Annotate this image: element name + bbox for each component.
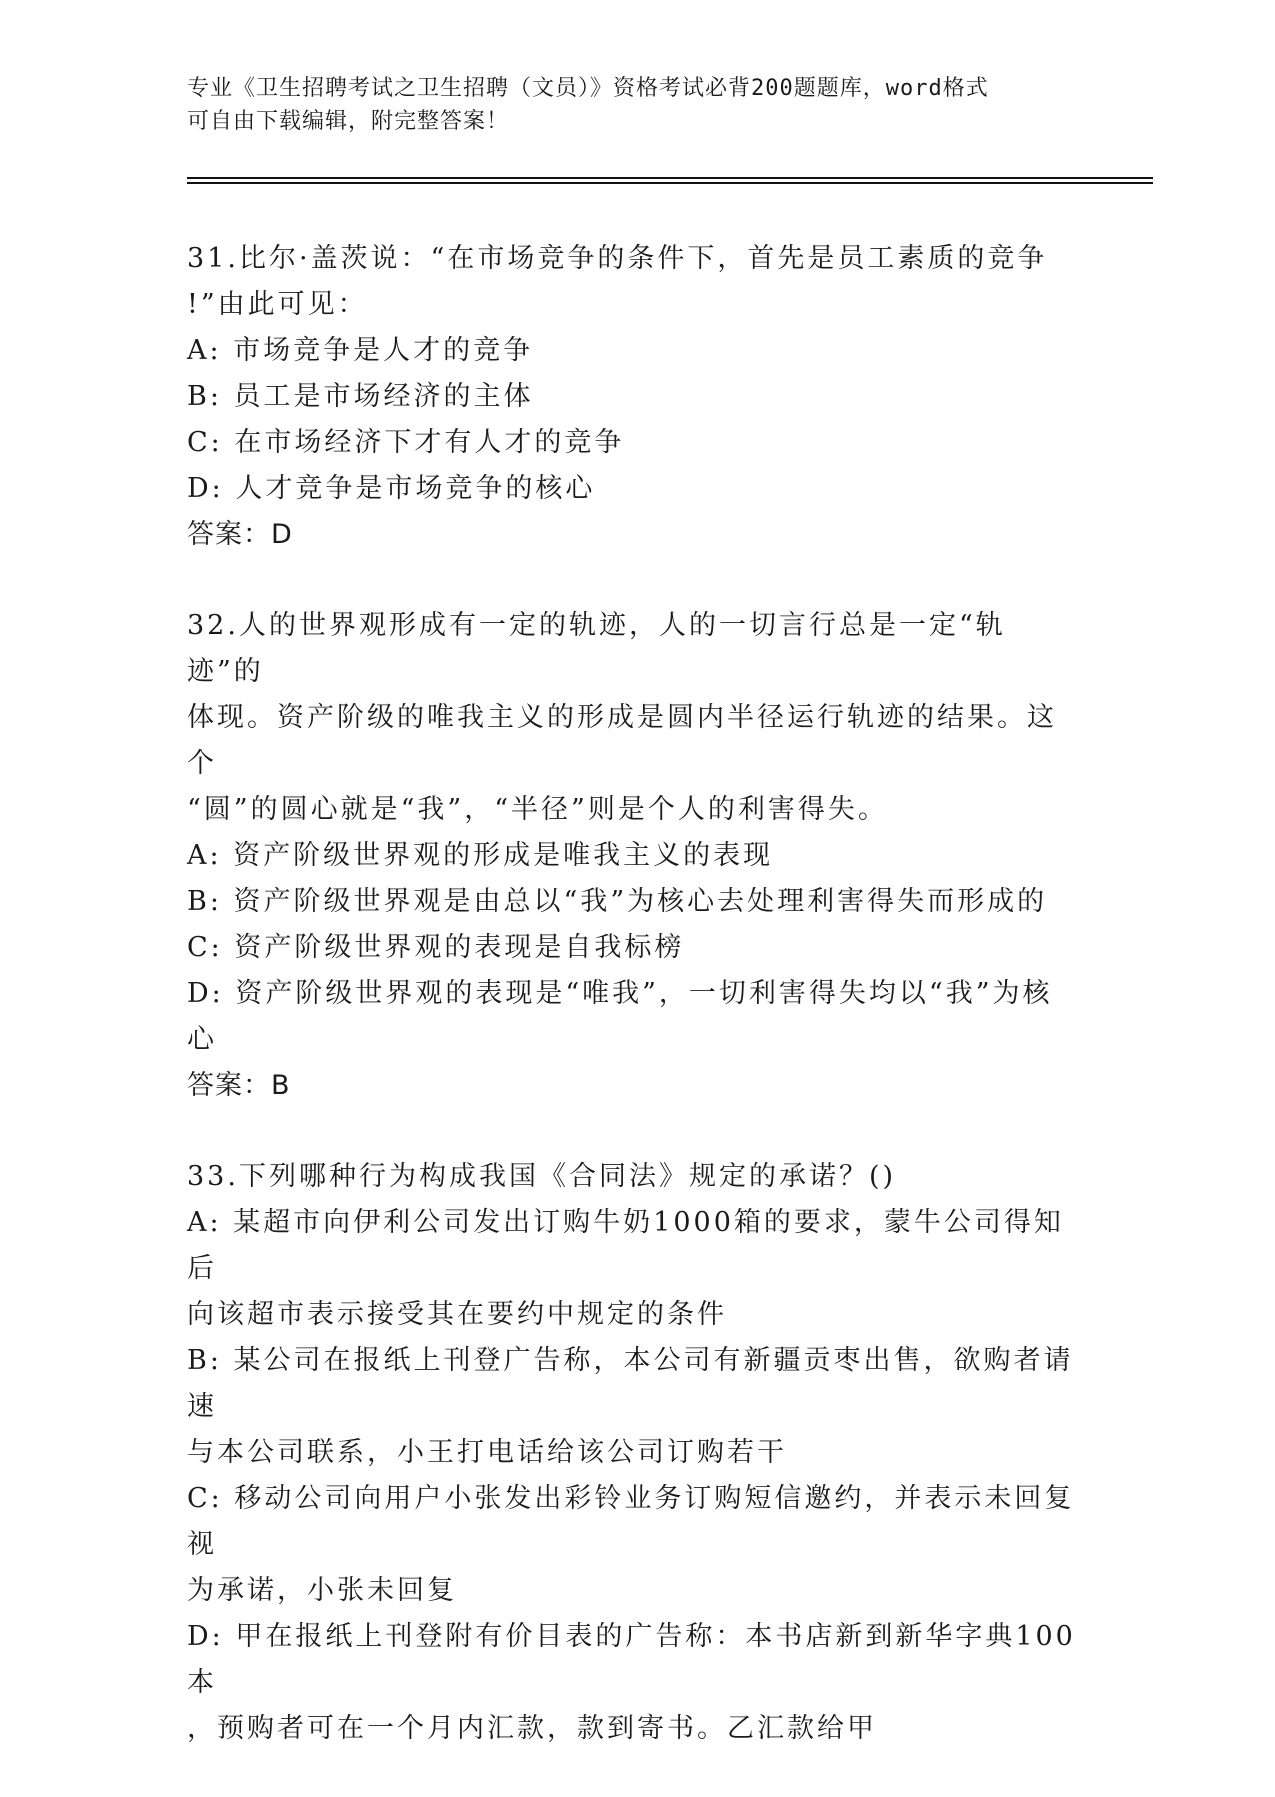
header-divider xyxy=(187,182,1153,184)
option-d: D: 甲在报纸上刊登附有价目表的广告称：本书店新到新华字典100本 xyxy=(187,1621,1076,1698)
option-a: A: 资产阶级世界观的形成是唯我主义的表现 xyxy=(187,840,774,871)
question-stem: “圆”的圆心就是“我”，“半径”则是个人的利害得失。 xyxy=(187,794,888,825)
answer-label: 答案：B xyxy=(187,1070,291,1101)
option-b: B: 员工是市场经济的主体 xyxy=(187,381,534,412)
option-d: D: 人才竞争是市场竞争的核心 xyxy=(187,473,596,504)
option-c-continued: 为承诺，小张未回复 xyxy=(187,1575,457,1606)
document-header xyxy=(187,72,1067,138)
question-list xyxy=(187,236,1077,1797)
header-line: 专业《卫生招聘考试之卫生招聘（文员）》资格考试必背200题题库，word格式 xyxy=(187,76,989,101)
header-divider xyxy=(187,177,1153,179)
option-a: A: 某超市向伊利公司发出订购牛奶1000箱的要求，蒙牛公司得知后 xyxy=(187,1207,1064,1284)
header-line: 可自由下载编辑，附完整答案！ xyxy=(187,109,510,134)
question-stem: !”由此可见： xyxy=(187,289,368,320)
option-d-continued: 心 xyxy=(187,1024,217,1055)
question-stem: 31.比尔·盖茨说：“在市场竞争的条件下，首先是员工素质的竞争 xyxy=(187,243,1048,274)
option-d-continued: ，预购者可在一个月内汇款，款到寄书。乙汇款给甲 xyxy=(187,1713,877,1744)
option-b: B: 某公司在报纸上刊登广告称，本公司有新疆贡枣出售，欲购者请速 xyxy=(187,1345,1074,1422)
question-33 xyxy=(187,1154,1077,1752)
option-c: C: 资产阶级世界观的表现是自我标榜 xyxy=(187,932,685,963)
option-b: B: 资产阶级世界观是由总以“我”为核心去处理利害得失而形成的 xyxy=(187,886,1048,917)
question-32 xyxy=(187,603,1077,1109)
question-stem: 33.下列哪种行为构成我国《合同法》规定的承诺？() xyxy=(187,1161,897,1192)
question-31 xyxy=(187,236,1077,558)
option-d: D: 资产阶级世界观的表现是“唯我”，一切利害得失均以“我”为核 xyxy=(187,978,1053,1009)
option-b-continued: 与本公司联系，小王打电话给该公司订购若干 xyxy=(187,1437,787,1468)
option-c: C: 在市场经济下才有人才的竞争 xyxy=(187,427,625,458)
answer-label: 答案：D xyxy=(187,519,293,550)
question-stem: 体现。资产阶级的唯我主义的形成是圆内半径运行轨迹的结果。这个 xyxy=(187,702,1057,779)
option-c: C: 移动公司向用户小张发出彩铃业务订购短信邀约，并表示未回复视 xyxy=(187,1483,1075,1560)
option-a-continued: 向该超市表示接受其在要约中规定的条件 xyxy=(187,1299,727,1330)
option-a: A: 市场竞争是人才的竞争 xyxy=(187,335,534,366)
question-stem: 32.人的世界观形成有一定的轨迹，人的一切言行总是一定“轨迹”的 xyxy=(187,610,1006,687)
